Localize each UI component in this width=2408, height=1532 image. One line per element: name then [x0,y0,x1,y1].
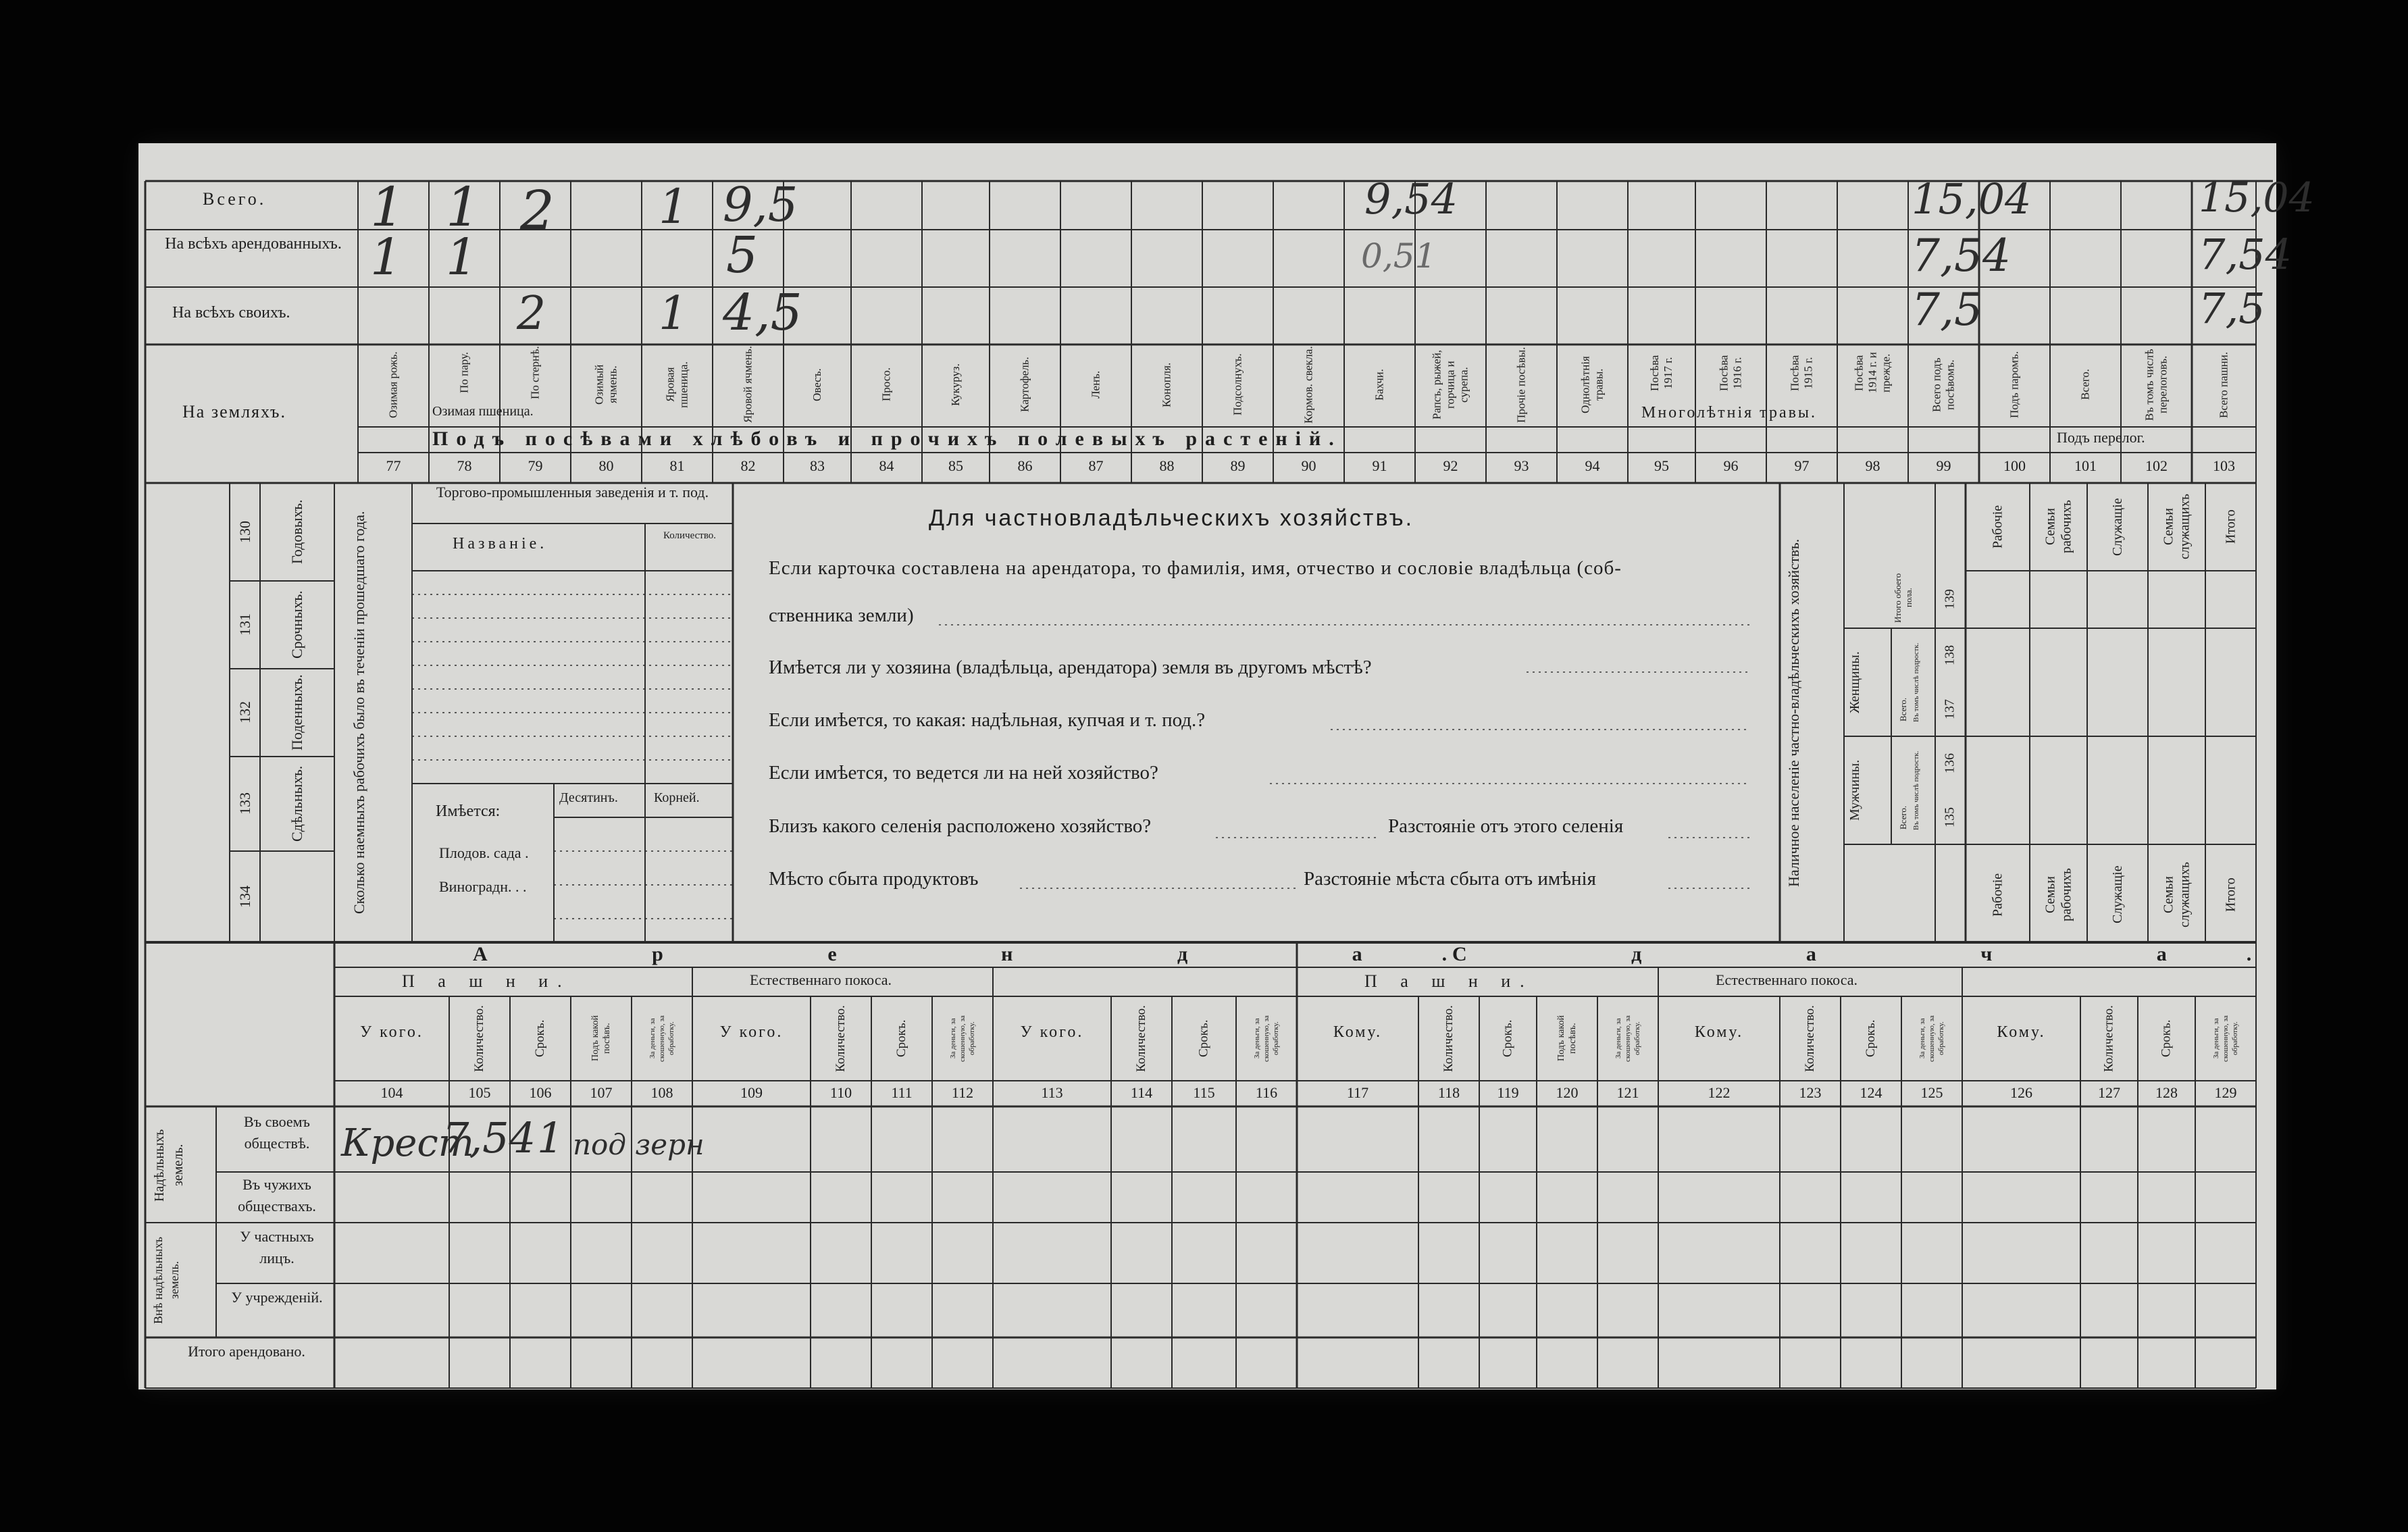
hw-arend-2: 1 [446,228,478,286]
sdacha-title: С д а ч а. [1452,943,2332,965]
women-label: Женщины. [1847,651,1862,713]
staff-col-footer: Семьи служащихъ [2161,862,2193,927]
lease-col-header: Кому. [1694,1023,1744,1041]
col-number: 90 [1301,457,1316,474]
col-number: 79 [528,457,543,474]
population-col-number: 136 [1942,753,1957,773]
crop-header: Однолѣтнія травы. [1579,356,1606,413]
group-winter-wheat: Озимая пшеница. [432,404,534,419]
crop-header: Ленъ. [1089,370,1102,399]
hw-svoikh-3: 4,5 [723,284,802,342]
row-other-communities: Въ чужихъ обществахъ. [238,1176,316,1215]
question-5-distance: Разстояніе отъ этого селенія [1388,815,1624,837]
private-farms-title: Для частновладѣльческихъ хозяйствъ. [929,505,1414,531]
lease-col-number: 111 [891,1084,913,1101]
col-number: 81 [669,457,685,474]
lease-col-header: Количество. [834,1005,848,1072]
crop-header: Бахчи. [1373,369,1386,401]
crop-header: Картофель. [1018,357,1031,413]
hw-vsego-2: 1 [446,176,480,238]
lease-col-header: Срокъ. [1196,1019,1211,1058]
lease-col-number: 120 [1556,1084,1579,1101]
col-number: 84 [879,457,894,474]
crop-header: Конопля. [1160,362,1173,407]
arenda-pokos: Естественнаго покоса. [750,971,892,988]
staff-col-header: Семьи служащихъ [2161,494,2193,560]
col-number: 95 [1654,457,1669,474]
hw-arend-5: 7,54 [1912,230,2011,282]
question-3: Если имѣется, то какая: надѣльная, купчая и т. под.? [769,709,1206,731]
row-zemlyakh-label: На земляхъ. [182,402,286,422]
hw-vsego-3: 2 [520,179,555,242]
trade-name-header: Названіе. [453,535,548,553]
row-svoikh-label: На всѣхъ своихъ. [172,304,290,322]
labor-type: Срочныхъ. [288,590,305,659]
population-title: Наличное населеніе частно-владѣльческихъ хозяйствъ. [1785,538,1802,887]
arenda-pashni: П а ш н и. [402,971,571,991]
lease-col-header: Срокъ. [533,1019,547,1058]
question-6: Мѣсто сбыта продуктовъ [769,868,979,890]
hw-svoikh-2: 1 [659,287,688,340]
col-number: 85 [948,457,963,474]
hw-svoikh-5: 7,5 [2199,284,2265,333]
trade-qty-header: Количество. [663,530,717,541]
lease-col-header: Подъ какой посѣвъ. [1556,1015,1578,1062]
labor-type: Поденныхъ. [288,674,305,751]
question-6-distance: Разстояніе мѣста сбыта отъ имѣнія [1304,868,1596,890]
lease-col-number: 127 [2098,1084,2120,1101]
lease-col-number: 128 [2155,1084,2178,1101]
arenda-title: А р е н д а. [473,943,1527,965]
crop-header: Посѣва 1916 г. [1717,355,1744,391]
crop-header: По стернѣ. [528,346,542,400]
hw-lease-from: Крест [341,1121,474,1165]
hw-lease-term: 1 [537,1113,564,1163]
lease-col-header: У кого. [1020,1023,1084,1041]
trade-title: Торгово-промышленныя заведенія и т. под. [436,484,709,501]
col-number: 94 [1585,457,1600,474]
staff-col-header: Семьи рабочихъ [2043,500,2074,554]
hw-svoikh-1: 2 [517,287,546,340]
hired-workers-note: Сколько наемныхъ рабочихъ было въ теченіи прошедшаго года. [351,511,367,915]
question-1a: Если карточка составлена на арендатора, то фамилія, имя, отчество и сословіе владѣльца (соб- [769,557,1622,579]
lease-col-header: Срокъ. [1864,1019,1878,1058]
labor-col-number: 134 [236,886,253,908]
labor-col-number: 132 [236,701,253,724]
hw-svoikh-4: 7,5 [1912,284,1982,336]
group-perennial: Многолѣтнія травы. [1641,404,1818,422]
lease-col-number: 104 [380,1084,403,1101]
crop-header: Кормов. свекла. [1302,346,1315,424]
hw-vsego-8: 15,04 [2199,174,2315,222]
lease-col-header: Количество. [1134,1005,1148,1072]
crop-header: Кукуруз. [949,363,962,406]
nadel-lands-label: Надѣльныхъ земель. [152,1129,186,1202]
hw-vsego-5: 9,5 [723,177,798,232]
lease-col-number: 108 [650,1084,673,1101]
lease-col-number: 126 [2010,1084,2032,1101]
crop-header: Озимая рожь. [386,351,400,418]
lease-col-header: За деньги, за скошенную, за обработку. [949,1015,976,1062]
crop-header: Просо. [879,367,893,402]
col-number: 86 [1017,457,1033,474]
row-total-leased: Итого арендовано. [188,1343,305,1360]
desyatin-header: Десятинъ. [559,790,618,805]
both-sexes-label: Итого обоего пола. [1893,573,1914,623]
hw-vsego-6: 9,54 [1364,174,1458,224]
crop-header: Яровая пшеница. [663,361,690,408]
population-col-number: 137 [1942,699,1957,719]
col-number: 83 [810,457,825,474]
crop-header: Всего. [2078,369,2092,401]
crop-header: Подъ паромъ. [2007,351,2021,419]
lease-col-number: 105 [468,1084,491,1101]
has-label: Имѣется: [436,802,501,820]
top-banner: Подъ посѣвами хлѣбовъ и прочихъ полевыхъ растеній. [432,428,1342,450]
row-institutions: У учрежденій. [231,1289,323,1306]
lease-col-header: Количество. [1441,1005,1456,1072]
col-number: 97 [1794,457,1810,474]
lease-col-number: 115 [1193,1084,1215,1101]
crop-header: Яровой ячмень. [741,346,754,424]
korney-header: Корней. [654,790,700,805]
question-1b: ственника земли) [769,605,914,626]
col-number: 89 [1230,457,1246,474]
staff-col-footer: Рабочіе [1990,873,2005,917]
lease-col-header: За деньги, за скошенную, за обработку. [1918,1015,1945,1062]
hw-vsego-7: 15,04 [1912,174,2032,224]
sdacha-pokos: Естественнаго покоса. [1716,971,1858,988]
lease-col-header: За деньги, за скошенную, за обработку. [2212,1015,2239,1062]
row-vsego-label: Всего. [203,189,267,209]
labor-type: Сдѣльныхъ. [288,765,305,842]
lease-col-header: Срокъ. [2159,1019,2174,1058]
lease-col-number: 113 [1041,1084,1063,1101]
vineyard-label: Виноградн. . . [439,878,527,895]
col-number: 93 [1514,457,1529,474]
question-2: Имѣется ли у хозяина (владѣльца, арендатора) земля въ другомъ мѣстѣ? [769,657,1372,678]
orchard-label: Плодов. сада . [439,844,529,861]
hw-vsego-1: 1 [370,176,405,238]
hw-arend-3: 5 [726,226,759,284]
col-number: 80 [598,457,614,474]
lease-col-header: За деньги, за скошенную, за обработку. [648,1015,675,1062]
lease-col-header: Срокъ. [894,1019,908,1058]
lease-col-number: 107 [590,1084,613,1101]
lease-col-number: 124 [1860,1084,1882,1101]
lease-col-header: Кому. [1333,1023,1383,1041]
row-private-persons: У частныхъ лицъ. [240,1228,314,1267]
col-number: 103 [2213,457,2235,474]
lease-col-header: За деньги, за скошенную, за обработку. [1253,1015,1280,1062]
lease-col-number: 112 [951,1084,974,1101]
col-number: 91 [1372,457,1387,474]
lease-col-header: Количество. [2101,1005,2116,1072]
lease-col-number: 121 [1616,1084,1639,1101]
lease-col-number: 122 [1708,1084,1731,1101]
staff-col-header: Итого [2223,509,2238,544]
labor-col-number: 130 [236,521,253,543]
lease-col-number: 106 [529,1084,552,1101]
lease-col-number: 123 [1799,1084,1822,1101]
lease-col-header: У кого. [360,1023,424,1041]
lease-col-number: 119 [1497,1084,1519,1101]
lease-col-number: 118 [1437,1084,1460,1101]
crop-header: По пару. [457,352,471,394]
lease-col-number: 116 [1255,1084,1278,1101]
women-teen-label: Въ томъ числѣ подростк. [1912,642,1920,722]
group-fallow: Подъ перелог. [2057,429,2145,446]
men-total-label: Всего. [1898,805,1908,829]
lease-col-header: У кого. [719,1023,784,1041]
crop-header: Озимый ячмень. [592,364,619,405]
col-number: 96 [1723,457,1739,474]
population-col-number: 138 [1942,645,1957,665]
crop-header: Посѣва 1914 г. и прежде. [1852,352,1893,394]
women-total-label: Всего. [1898,697,1908,721]
sdacha-pashni: П а ш н и. [1364,971,1534,991]
lease-col-header: Срокъ. [1500,1019,1515,1058]
col-number: 92 [1443,457,1458,474]
staff-col-footer: Итого [2223,877,2238,912]
non-nadel-lands-label: Внѣ надѣльныхъ земель. [151,1236,181,1324]
lease-col-number: 125 [1920,1084,1943,1101]
labor-col-number: 131 [236,613,253,636]
lease-col-number: 114 [1130,1084,1153,1101]
crop-header: Всего подъ посѣвомъ. [1930,357,1957,412]
lease-col-number: 129 [2214,1084,2237,1101]
crop-header: Подсолнухъ. [1231,353,1244,416]
staff-col-footer: Служащіе [2110,865,2125,924]
labor-type: Годовыхъ. [288,499,305,565]
col-number: 102 [2145,457,2168,474]
hw-lease-qty: 7,54 [442,1113,536,1163]
col-number: 88 [1159,457,1175,474]
lease-col-header: Количество. [1803,1005,1817,1072]
hw-arend-6: 7,54 [2199,230,2292,279]
crop-header: Рапсъ, рыжей, горчица и сурепа. [1430,349,1470,420]
staff-col-header: Служащіе [2110,498,2125,556]
crop-header: Посѣва 1917 г. [1648,355,1674,391]
lease-col-number: 109 [740,1084,763,1101]
lease-col-header: Количество. [472,1005,486,1072]
hw-lease-crop: под зерн [573,1128,705,1161]
row-own-community: Въ своемъ обществѣ. [244,1113,310,1152]
crop-header: Прочіе посѣвы. [1514,347,1528,423]
row-arendovannykh-label: На всѣхъ арендованныхъ. [165,235,342,253]
question-4: Если имѣется, то ведется ли на ней хозяйство? [769,762,1158,784]
population-col-number: 139 [1942,589,1957,610]
hw-vsego-4: 1 [659,179,689,234]
col-number: 101 [2074,457,2097,474]
col-number: 98 [1865,457,1880,474]
col-number: 77 [386,457,401,474]
lease-col-header: За деньги, за скошенную, за обработку. [1614,1015,1641,1062]
lease-col-number: 110 [829,1084,852,1101]
men-teen-label: Въ томъ числѣ подростк. [1912,750,1920,830]
crop-header: Овесъ. [811,368,823,401]
col-number: 87 [1088,457,1104,474]
staff-col-footer: Семьи рабочихъ [2043,868,2074,921]
col-number: 78 [457,457,472,474]
crop-header: Всего пашни. [2217,351,2230,418]
lease-col-number: 117 [1346,1084,1369,1101]
hw-arend-4: 0,51 [1361,236,1437,276]
col-number: 99 [1936,457,1951,474]
hw-arend-1: 1 [370,228,403,286]
crop-header: Въ томъ числѣ перелоговъ. [2143,349,2170,421]
labor-col-number: 133 [236,792,253,815]
staff-col-header: Рабочіе [1990,505,2005,549]
population-col-number: 135 [1942,807,1957,827]
crop-header: Посѣва 1915 г. [1788,355,1815,391]
question-5: Близъ какого селенія расположено хозяйство? [769,815,1152,837]
col-number: 100 [2003,457,2026,474]
col-number: 82 [740,457,756,474]
men-label: Мужчины. [1847,759,1862,821]
lease-col-header: Кому. [1997,1023,2046,1041]
lease-col-header: Подъ какой посѣвъ. [590,1015,612,1062]
